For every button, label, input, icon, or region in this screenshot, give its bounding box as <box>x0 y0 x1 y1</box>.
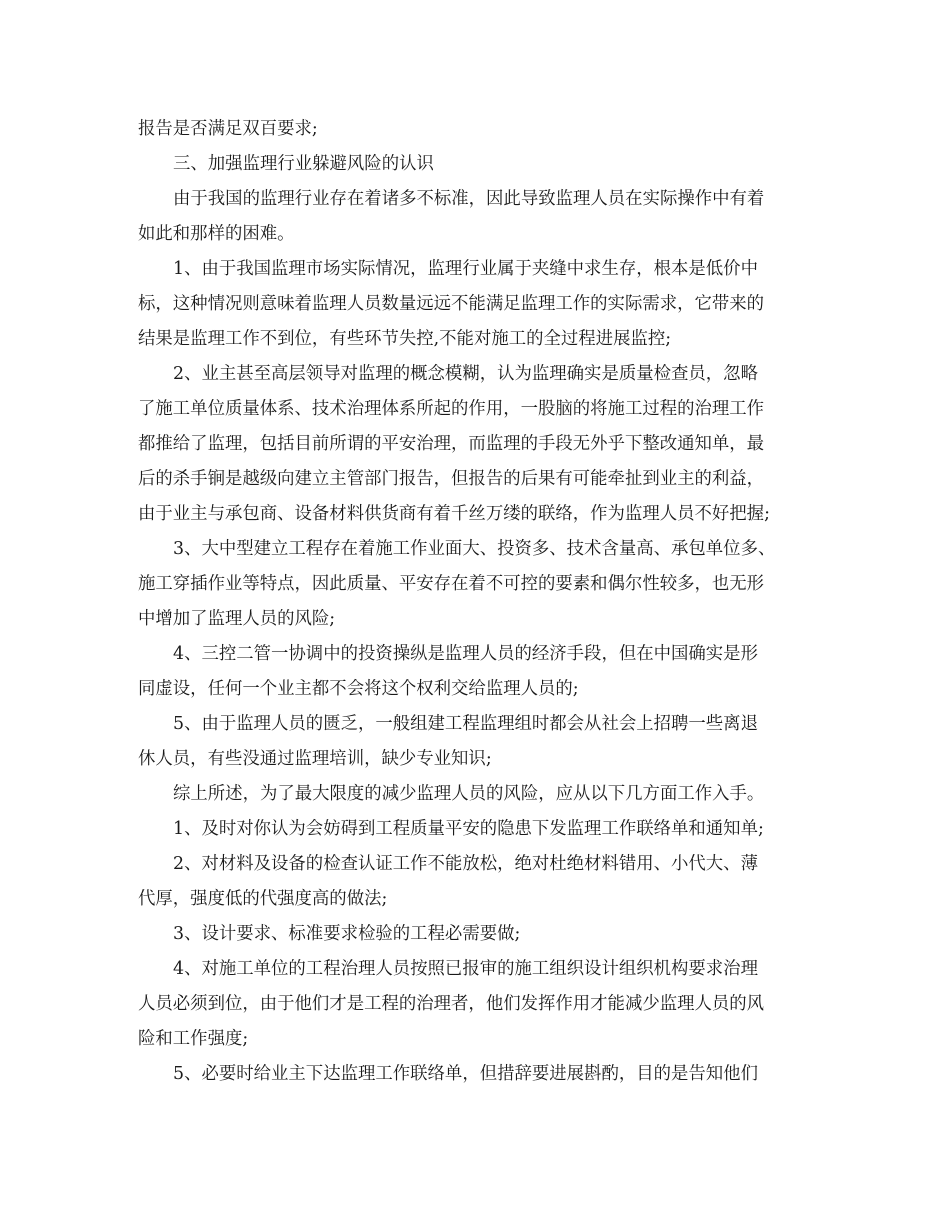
text-line: 都推给了监理，包括目前所谓的平安治理，而监理的手段无外乎下整改通知单，最 <box>138 434 765 454</box>
text-line: 4、对施工单位的工程治理人员按照已报审的施工组织设计组织机构要求治理 <box>173 959 758 979</box>
text-line: 由于业主与承包商、设备材料供货商有着千丝万缕的联络，作为监理人员不好把握; <box>138 504 770 524</box>
text-line: 险和工作强度; <box>138 1029 249 1049</box>
text-line: 同虚设，任何一个业主都不会将这个权利交给监理人员的; <box>138 679 579 699</box>
text-line: 3、大中型建立工程存在着施工作业面大、投资多、技术含量高、承包单位多、 <box>173 539 776 559</box>
text-line: 施工穿插作业等特点，因此质量、平安存在着不可控的要素和偶尔性较多，也无形 <box>138 574 765 594</box>
text-line: 4、三控二管一协调中的投资操纵是监理人员的经济手段，但在中国确实是形 <box>173 644 758 664</box>
text-line: 5、由于监理人员的匮乏，一般组建工程监理组时都会从社会上招聘一些离退 <box>173 714 758 734</box>
section-heading: 三、加强监理行业躲避风险的认识 <box>173 154 434 174</box>
text-line: 了施工单位质量体系、技术治理体系所起的作用，一股脑的将施工过程的治理工作 <box>138 399 765 419</box>
text-line: 标，这种情况则意味着监理人员数量远远不能满足监理工作的实际需求，它带来的 <box>138 294 765 314</box>
text-line: 由于我国的监理行业存在着诸多不标准，因此导致监理人员在实际操作中有着 <box>173 189 765 209</box>
text-line: 人员必须到位，由于他们才是工程的治理者，他们发挥作用才能减少监理人员的风 <box>138 994 765 1014</box>
text-line: 5、必要时给业主下达监理工作联络单，但措辞要进展斟酌，目的是告知他们 <box>173 1064 758 1084</box>
text-line: 代厚，强度低的代强度高的做法; <box>138 889 388 909</box>
text-line: 报告是否满足双百要求; <box>138 119 318 139</box>
text-line: 后的杀手锏是越级向建立主管部门报告，但报告的后果有可能牵扯到业主的利益， <box>138 469 765 489</box>
text-line: 3、设计要求、标准要求检验的工程必需要做; <box>173 924 521 944</box>
text-line: 1、由于我国监理市场实际情况，监理行业属于夹缝中求生存，根本是低价中 <box>173 259 758 279</box>
text-line: 2、对材料及设备的检查认证工作不能放松，绝对杜绝材料错用、小代大、薄 <box>173 854 758 874</box>
text-line: 综上所述，为了最大限度的减少监理人员的风险，应从以下几方面工作入手。 <box>173 784 765 804</box>
text-line: 休人员，有些没通过监理培训，缺少专业知识; <box>138 749 492 769</box>
text-line: 如此和那样的困难。 <box>138 224 295 244</box>
text-line: 2、业主甚至高层领导对监理的概念模糊，认为监理确实是质量检查员，忽略 <box>173 364 758 384</box>
text-line: 中增加了监理人员的风险; <box>138 609 336 629</box>
text-line: 1、及时对你认为会妨碍到工程质量平安的隐患下发监理工作联络单和通知单; <box>173 819 764 839</box>
text-line: 结果是监理工作不到位，有些环节失控,不能对施工的全过程进展监控; <box>138 329 672 349</box>
